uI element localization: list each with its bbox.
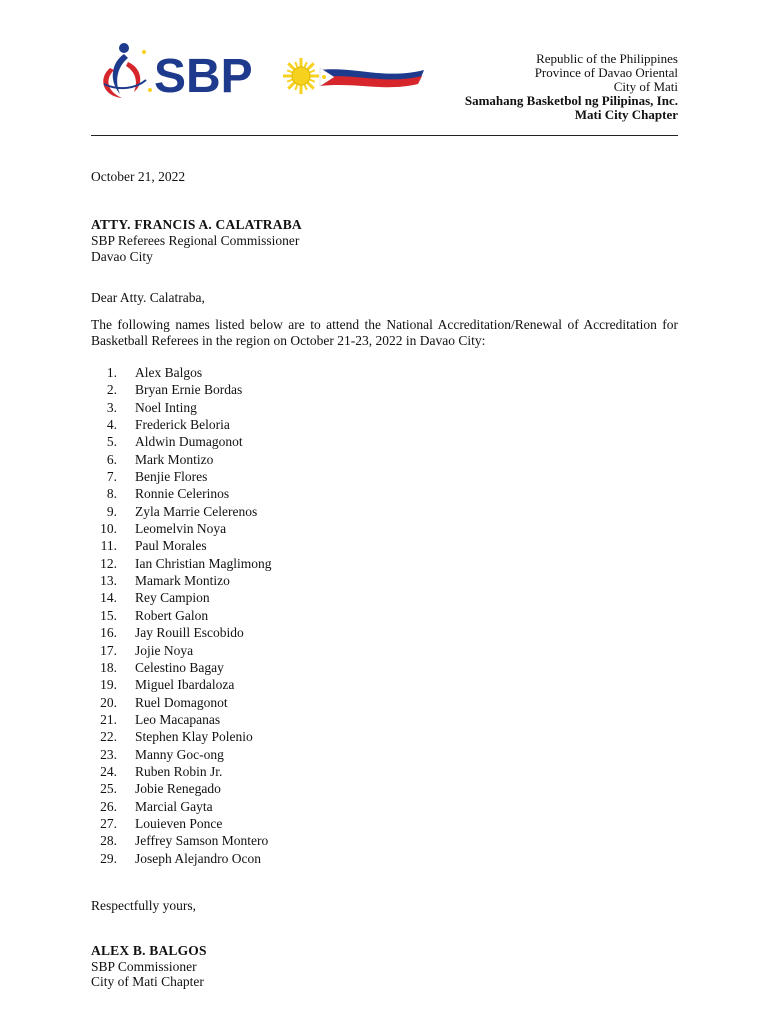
list-item-number: 2.	[106, 382, 117, 398]
list-item-number: 11.	[100, 538, 117, 554]
sbp-logo	[94, 40, 424, 104]
list-item	[91, 624, 271, 641]
letterhead-line-city: City of Mati	[613, 79, 678, 94]
list-item	[91, 555, 271, 572]
list-item	[91, 642, 271, 659]
list-item-number: 16.	[100, 625, 117, 641]
list-item-name: Paul Morales	[135, 538, 207, 554]
recipient-title: SBP Referees Regional Commissioner	[91, 233, 300, 248]
list-item-name: Marcial Gayta	[135, 798, 213, 814]
list-item	[91, 711, 271, 728]
list-item	[91, 416, 271, 433]
list-item-name: Manny Goc-ong	[135, 746, 224, 762]
list-item-name: Stephen Klay Polenio	[135, 729, 253, 745]
closing: Respectfully yours,	[91, 898, 196, 913]
list-item-name: Jay Rouill Escobido	[135, 625, 244, 641]
list-item-name: Rey Campion	[135, 590, 210, 606]
list-item-number: 8.	[106, 486, 117, 502]
list-item-number: 3.	[106, 399, 117, 415]
list-item-number: 6.	[106, 451, 117, 467]
list-item-name: Jojie Noya	[135, 642, 194, 658]
list-item	[91, 763, 271, 780]
list-item-name: Ruel Domagonot	[135, 694, 228, 710]
list-item-number: 4.	[106, 417, 117, 433]
letterhead-address	[465, 52, 678, 122]
flag-ribbon-icon	[320, 68, 424, 87]
list-item-name: Ronnie Celerinos	[135, 486, 230, 502]
recipient-location: Davao City	[91, 249, 153, 264]
list-item-number: 14.	[100, 590, 117, 606]
list-item-name: Jeffrey Samson Montero	[135, 833, 269, 849]
list-item	[91, 451, 271, 468]
list-item-number: 29.	[100, 850, 117, 866]
list-item	[91, 607, 271, 624]
recipient-name: ATTY. FRANCIS A. CALATRABA	[91, 217, 302, 232]
letterhead-chapter: Mati City Chapter	[574, 107, 678, 122]
recipient-block	[91, 217, 302, 265]
list-item	[91, 832, 271, 849]
player-emblem-icon	[103, 43, 152, 98]
list-item-name: Ian Christian Maglimong	[135, 555, 272, 571]
list-item	[91, 537, 271, 554]
letter-date: October 21, 2022	[91, 169, 186, 184]
list-item	[91, 815, 271, 832]
list-item-name: Leomelvin Noya	[135, 521, 227, 537]
list-item-number: 20.	[100, 694, 117, 710]
list-item-number: 22.	[100, 729, 117, 745]
list-item-number: 27.	[100, 815, 117, 831]
list-item	[91, 520, 271, 537]
list-item	[91, 364, 271, 381]
list-item-name: Alex Balgos	[135, 365, 203, 380]
list-item	[91, 503, 271, 520]
list-item-number: 15.	[100, 607, 117, 623]
list-item-name: Robert Galon	[135, 607, 209, 623]
list-item-name: Leo Macapanas	[135, 711, 221, 727]
philippine-sun-icon	[283, 58, 319, 94]
body-paragraph: The following names listed below are to attend the National Accreditation/Renewal of Accreditation for Basketball Referees in the region on October 21-23, 2022 in Davao City:	[91, 317, 678, 348]
letterhead-line-province: Province of Davao Oriental	[534, 65, 678, 80]
list-item-number: 7.	[106, 469, 117, 485]
list-item-number: 24.	[100, 763, 117, 779]
letterhead-org-name: Samahang Basketbol ng Pilipinas, Inc.	[464, 93, 678, 108]
list-item	[91, 780, 271, 797]
list-item-name: Zyla Marrie Celerenos	[135, 503, 258, 519]
list-item	[91, 381, 271, 398]
signatory-name: ALEX B. BALGOS	[91, 943, 207, 958]
list-item-name: Mamark Montizo	[135, 573, 230, 589]
list-item-number: 18.	[100, 659, 117, 675]
list-item	[91, 433, 271, 450]
signatory-chapter: City of Mati Chapter	[91, 974, 204, 989]
list-item	[91, 798, 271, 815]
list-item-number: 23.	[100, 746, 117, 762]
list-item-number: 9.	[106, 503, 117, 519]
list-item-number: 12.	[100, 555, 117, 571]
list-item-number: 25.	[100, 781, 117, 797]
list-item-name: Miguel Ibardaloza	[135, 677, 235, 693]
list-item-name: Frederick Beloria	[135, 417, 230, 433]
list-item-name: Aldwin Dumagonot	[135, 434, 243, 450]
list-item	[91, 468, 271, 485]
list-item-name: Benjie Flores	[135, 469, 208, 485]
salutation: Dear Atty. Calatraba,	[91, 290, 205, 305]
list-item	[91, 746, 271, 763]
sbp-wordmark: SBP	[154, 50, 253, 103]
list-item-name: Ruben Robin Jr.	[135, 763, 223, 779]
signatory-title: SBP Commissioner	[91, 958, 197, 974]
list-item-name: Bryan Ernie Bordas	[135, 382, 243, 398]
list-item	[91, 676, 271, 693]
list-item	[91, 572, 271, 589]
header-divider	[91, 135, 678, 136]
list-item-name: Mark Montizo	[135, 451, 214, 467]
list-item	[91, 589, 271, 606]
list-item-number: 13.	[100, 573, 117, 589]
list-item-number: 26.	[100, 798, 117, 814]
letterhead-line-republic: Republic of the Philippines	[536, 51, 678, 66]
list-item	[91, 659, 271, 676]
list-item	[91, 399, 271, 416]
list-item-number: 5.	[106, 434, 117, 450]
list-item-number: 17.	[100, 642, 117, 658]
list-item-number: 28.	[100, 833, 117, 849]
list-item	[91, 485, 271, 502]
list-item-name: Joseph Alejandro Ocon	[135, 850, 261, 866]
signature-block	[91, 943, 207, 990]
list-item-number: 1.	[106, 365, 117, 380]
list-item	[91, 694, 271, 711]
list-item-number: 10.	[100, 521, 117, 537]
list-item-name: Noel Inting	[135, 399, 197, 415]
list-item-number: 21.	[100, 711, 117, 727]
referee-name-list	[91, 364, 271, 867]
list-item	[91, 850, 271, 867]
list-item-name: Jobie Renegado	[135, 781, 221, 797]
list-item-name: Celestino Bagay	[135, 659, 224, 675]
list-item-name: Louieven Ponce	[135, 815, 223, 831]
list-item-number: 19.	[100, 677, 117, 693]
list-item	[91, 728, 271, 745]
